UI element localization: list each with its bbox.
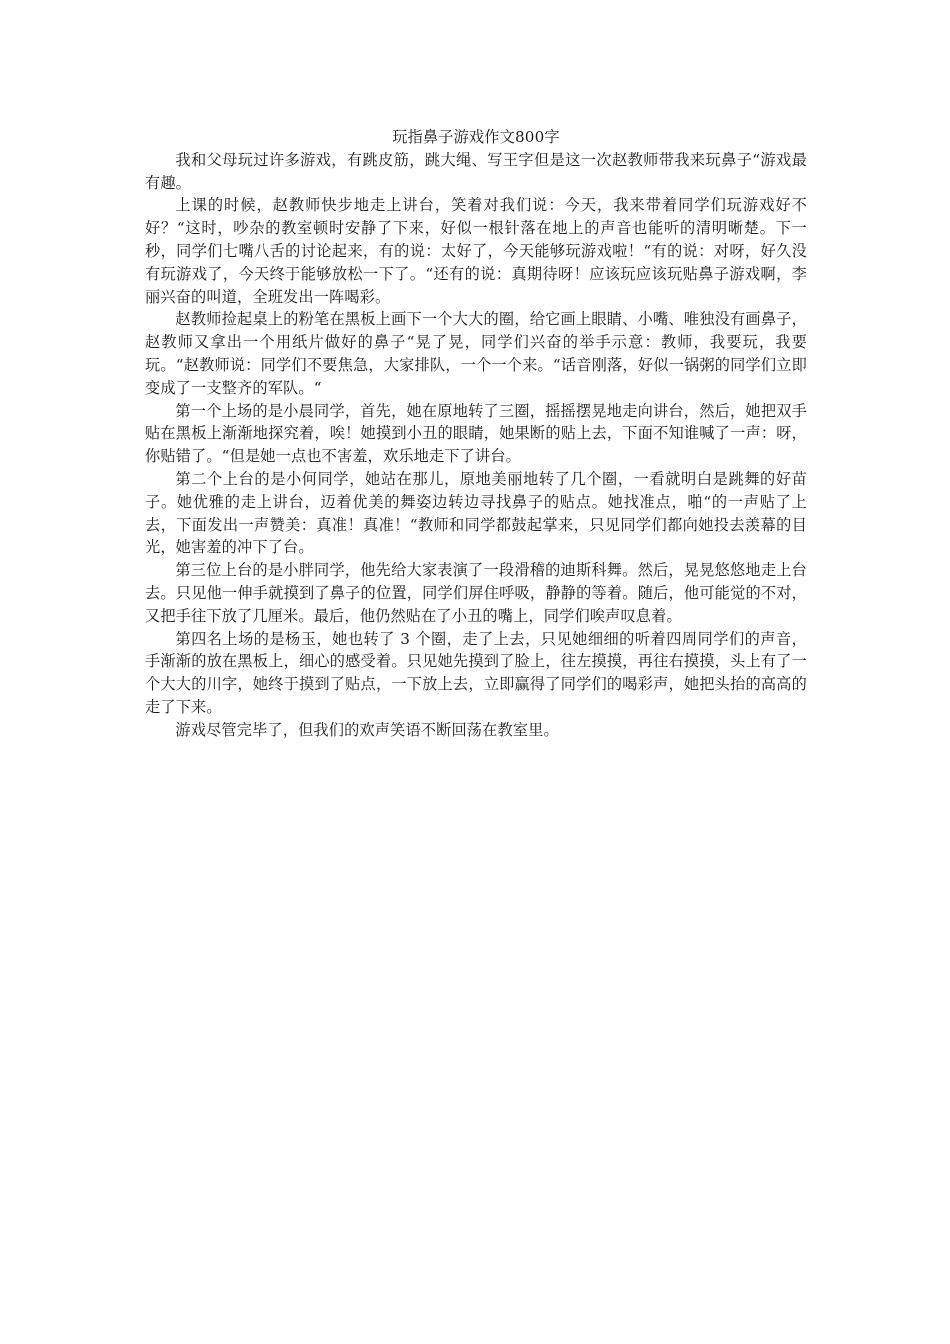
paragraph-third-player: 第三位上台的是小胖同学，他先给大家表演了一段滑稽的迪斯科舞。然后，晃晃悠悠地走上台去。只见他一伸手就摸到了鼻子的位置，同学们屏住呼吸，静静的等着。随后，他可能觉的不对，又把手往下放了几厘米。最后，他仍然贴在了小丑的嘴上，同学们唉声叹息着。 [145, 561, 807, 625]
paragraph-teacher-draws: 赵教师捡起桌上的粉笔在黑板上画下一个大大的圈，给它画上眼睛、小嘴、唯独没有画鼻子，赵教师又拿出一个用纸片做好的鼻子“晃了晃，同学们兴奋的举手示意：教师，我要玩，我要玩。“赵教师说：同学们不要焦急，大家排队，一个一个来。“话音刚落，好似一锅粥的同学们立即变成了一支整齐的军队。“ [145, 310, 807, 397]
document-body [145, 126, 807, 742]
paragraph-second-player: 第二个上台的是小何同学，她站在那儿，原地美丽地转了几个圈，一看就明白是跳舞的好苗子。她优雅的走上讲台，迈着优美的舞姿边转边寻找鼻子的贴点。她找准点，啪“的一声贴了上去，下面发出一声赞美：真准！真准！“教师和同学都鼓起掌来，只见同学们都向她投去羡幕的目光，她害羞的冲下了台。 [145, 469, 807, 557]
document-title: 玩指鼻子游戏作文800字 [392, 128, 560, 146]
paragraph-first-player: 第一个上场的是小晨同学，首先，她在原地转了三圈，摇摇摆晃地走向讲台，然后，她把双手贴在黑板上渐渐地探究着，唉！她摸到小丑的眼睛，她果断的贴上去，下面不知谁喊了一声：呀，你贴错了。“但是她一点也不害羞，欢乐地走下了讲台。 [145, 401, 807, 466]
paragraph-intro: 我和父母玩过许多游戏，有跳皮筋，跳大绳、写王字但是这一次赵教师带我来玩鼻子“游戏最有趣。 [145, 150, 807, 192]
paragraph-fourth-player: 第四名上场的是杨玉，她也转了 3 个圈，走了上去，只见她细细的听着四周同学们的声音，手渐渐的放在黑板上，细心的感受着。只见她先摸到了脸上，往左摸摸，再往右摸摸，头上有了一个大大的川字，她终于摸到了贴点，一下放上去，立即赢得了同学们的喝彩声，她把头抬的高高的走了下来。 [145, 629, 807, 716]
paragraph-class-start: 上课的时候，赵教师快步地走上讲台，笑着对我们说：今天，我来带着同学们玩游戏好不好？“这时，吵杂的教室顿时安静了下来，好似一根针落在地上的声音也能听的清明晰楚。下一秒，同学们七嘴八舌的讨论起来，有的说：太好了，今天能够玩游戏啦！“有的说：对呀，好久没有玩游戏了，今天终于能够放松一下了。“还有的说：真期待呀！应该玩应该玩贴鼻子游戏啊，李丽兴奋的叫道，全班发出一阵喝彩。 [145, 196, 807, 306]
paragraph-conclusion: 游戏尽管完毕了，但我们的欢声笑语不断回荡在教室里。 [175, 720, 559, 739]
